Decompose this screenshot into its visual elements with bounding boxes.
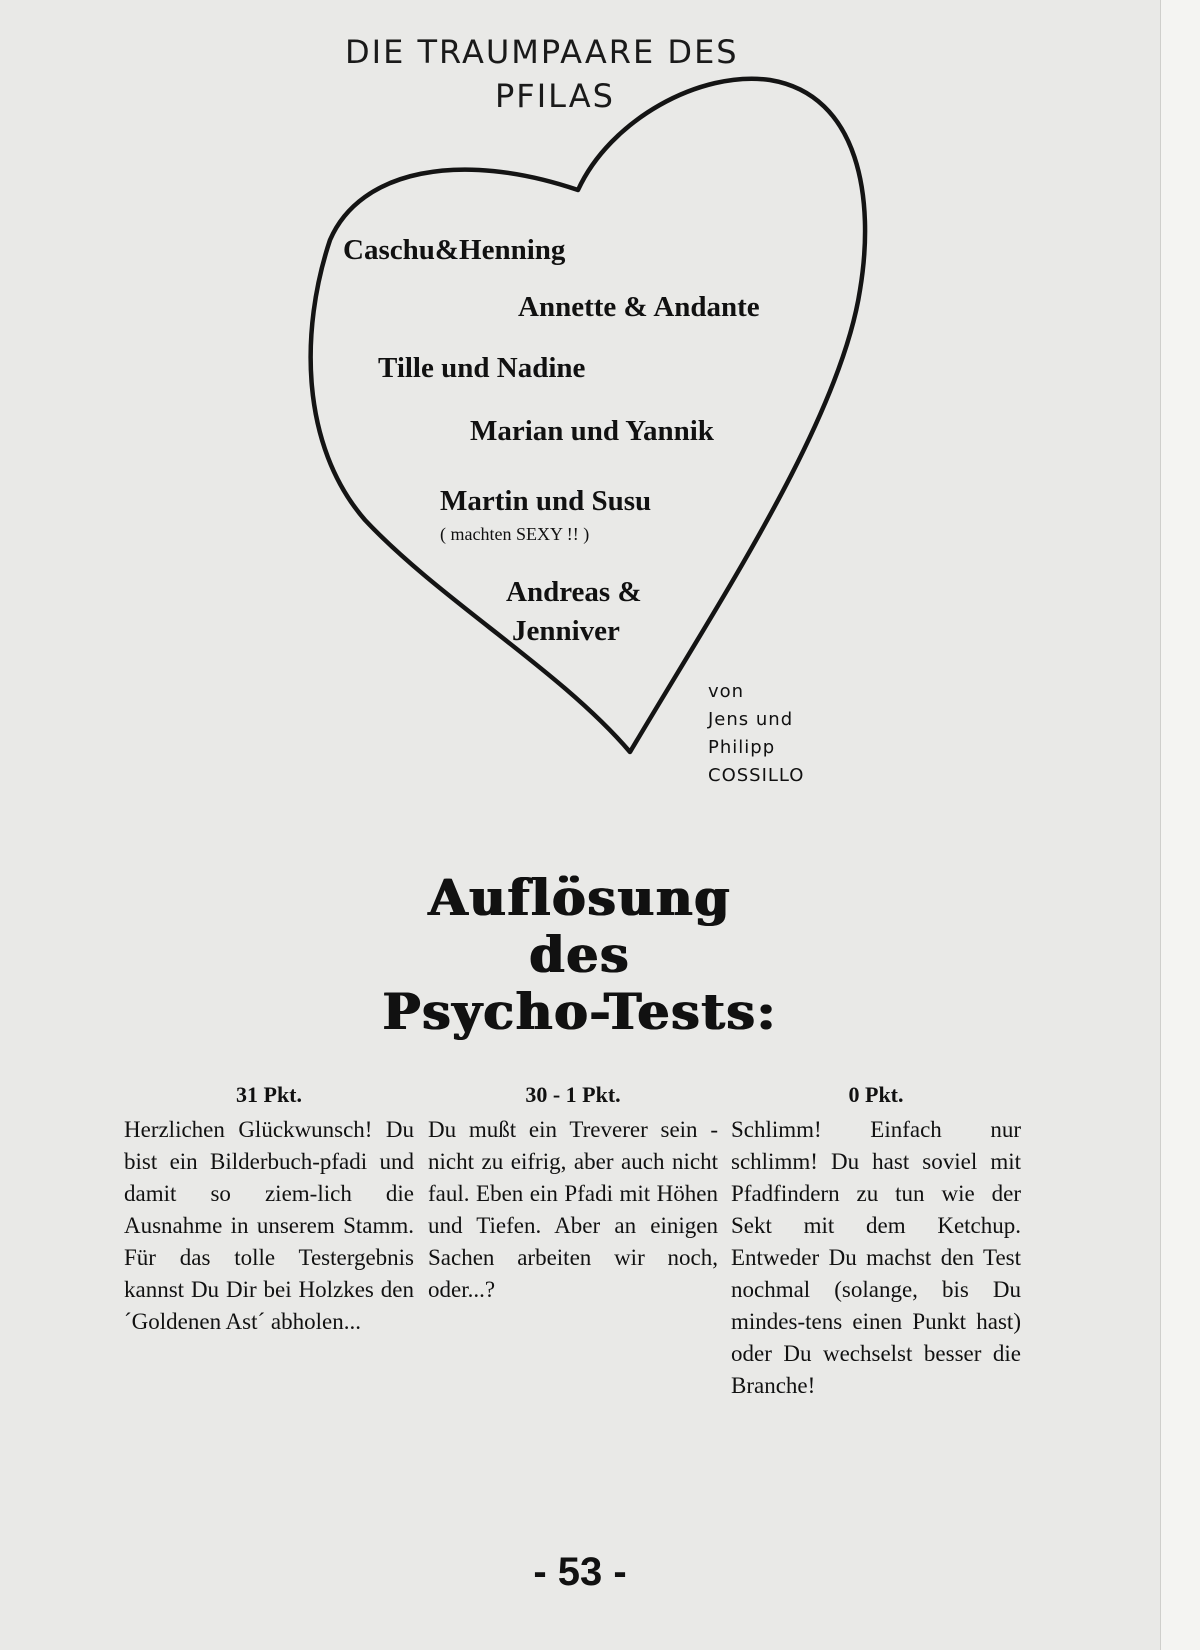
result-score-2: 30 - 1 Pkt. <box>525 1082 621 1107</box>
credit-names: Jens und <box>708 709 794 730</box>
title-line-2: PFILAS <box>495 77 615 115</box>
credit-last: COSSILLO <box>708 765 805 786</box>
result-score-3: 0 Pkt. <box>848 1082 904 1107</box>
credit-von: von <box>708 681 745 702</box>
headline-line-1: Auflösung <box>428 868 732 927</box>
result-score-1: 31 Pkt. <box>236 1082 302 1107</box>
couple-note: ( machten SEXY !! ) <box>440 524 590 544</box>
credit-first: Philipp <box>708 737 776 758</box>
page-title <box>345 30 815 118</box>
result-text-3: Schlimm! Einfach nur schlimm! Du hast soviel mit Pfadfindern zu tun wie der Sekt mit dem Ketchup. Entweder Du machst den Test nochmal (solange, bis Du mindes-tens einen Punkt hast) oder Du wechselst besser die Branche! <box>731 1117 1021 1398</box>
page-edge <box>1160 0 1200 1650</box>
result-column-3 <box>731 1080 1021 1402</box>
couple-4: Marian und Yannik <box>470 415 714 447</box>
couple-5: Martin und Susu <box>440 485 652 517</box>
couple-6b: Jenniver <box>512 615 620 647</box>
page-number: - 53 - <box>533 1550 627 1594</box>
author-credit <box>708 678 804 790</box>
headline-line-3: Psycho-Tests: <box>382 982 778 1041</box>
couple-2: Annette & Andante <box>518 291 760 323</box>
couple-1: Caschu&Henning <box>343 234 566 266</box>
result-column-1 <box>124 1080 414 1338</box>
result-column-2 <box>428 1080 718 1306</box>
couple-3: Tille und Nadine <box>378 352 586 384</box>
couple-6a: Andreas & <box>506 576 642 608</box>
headline-line-2: des <box>529 925 631 984</box>
title-line-1: DIE TRAUMPAARE DES <box>345 33 739 71</box>
result-text-2: Du mußt ein Treverer sein - nicht zu eifrig, aber auch nicht faul. Eben ein Pfadi mit Höhen und Tiefen. Aber an einigen Sachen arbeiten wir noch, oder...? <box>428 1117 718 1302</box>
heart-outline-icon <box>0 0 1160 800</box>
result-text-1: Herzlichen Glückwunsch! Du bist ein Bilderbuch-pfadi und damit so ziem-lich die Ausnahme in unserem Stamm. Für das tolle Testergebnis kannst Du Dir bei Holzkes den ´Goldenen Ast´ abholen... <box>124 1117 414 1334</box>
